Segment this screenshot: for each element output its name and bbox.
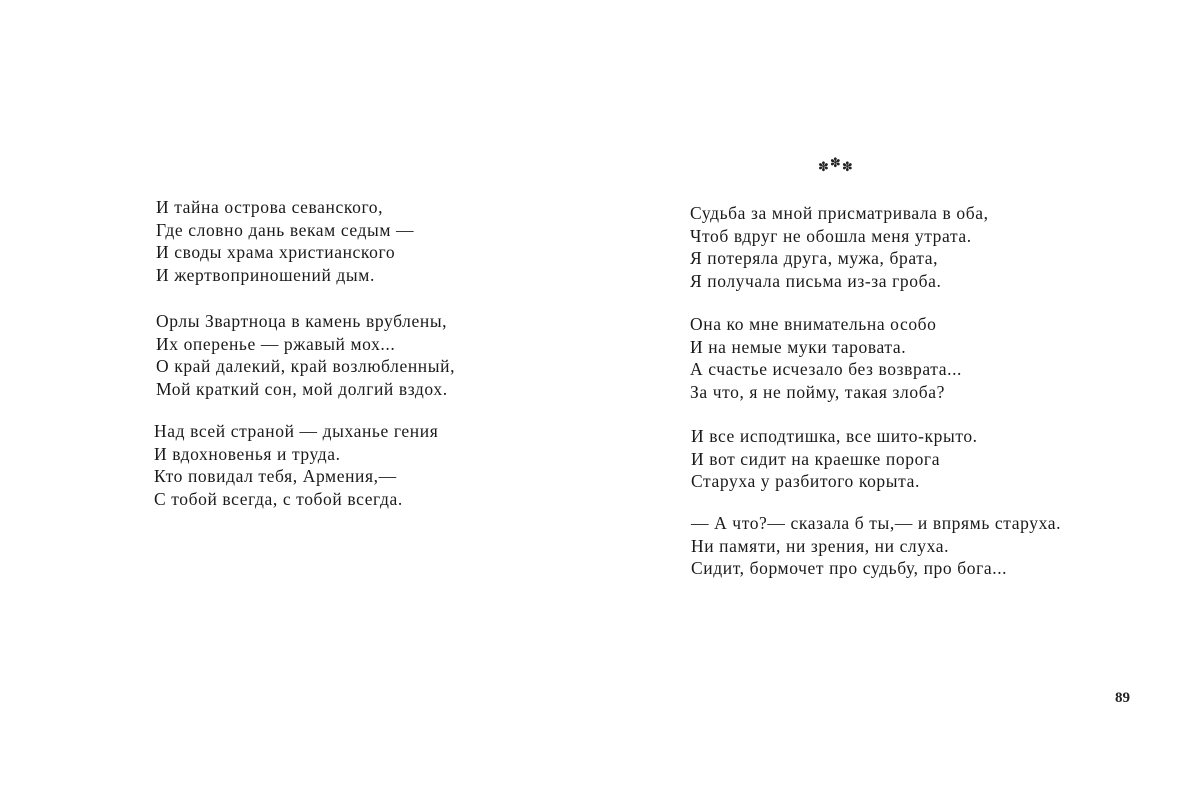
asterism-ornament-icon xyxy=(818,155,854,174)
poem-line: О край далекий, край возлюбленный, xyxy=(156,356,456,376)
right-stanza-3 xyxy=(691,425,978,493)
poem-line: И вот сидит на краешке порога xyxy=(691,448,941,469)
right-page xyxy=(598,0,1197,800)
poem-line: Я получала письма из-за гроба. xyxy=(690,270,942,291)
poem-line: Ни памяти, ни зрения, ни слуха. xyxy=(691,535,950,556)
poem-line: Сидит, бормочет про судьбу, про бога... xyxy=(691,558,1008,578)
poem-line: — А что?— сказала б ты,— и впрямь старуха. xyxy=(691,513,1062,533)
left-page xyxy=(0,0,598,800)
left-stanza-3 xyxy=(154,420,438,510)
flower-icon: ✽ xyxy=(829,155,842,170)
poem-line: Орлы Звартноца в камень врублены, xyxy=(156,311,448,331)
poem-line: Кто повидал тебя, Армения,— xyxy=(154,466,397,486)
poem-line: Чтоб вдруг не обошла меня утрата. xyxy=(690,225,972,246)
poem-line: Я потеряла друга, мужа, брата, xyxy=(690,248,939,268)
poem-line: Она ко мне внимательна особо xyxy=(690,314,937,334)
flower-icon: ✽ xyxy=(818,159,830,174)
poem-line: За что, я не пойму, такая злоба? xyxy=(690,381,945,402)
poem-line: Где словно дань векам седым — xyxy=(156,219,415,240)
left-stanza-2 xyxy=(156,310,455,400)
poem-line: И все исподтишка, все шито-крыто. xyxy=(691,426,978,446)
poem-line: Старуха у разбитого корыта. xyxy=(691,471,920,491)
right-stanza-4 xyxy=(691,512,1061,580)
poem-line: И вдохновенья и труда. xyxy=(154,443,341,464)
poem-line: И на немые муки таровата. xyxy=(690,336,907,357)
right-stanza-2 xyxy=(690,313,962,403)
poem-line: С тобой всегда, с тобой всегда. xyxy=(154,488,403,509)
right-stanza-1 xyxy=(690,202,989,292)
poem-line: Их оперенье — ржавый мох... xyxy=(156,333,396,354)
poem-line: Судьба за мной присматривала в оба, xyxy=(690,203,989,223)
poem-line: Над всей страной — дыханье гения xyxy=(154,421,439,441)
poem-line: И своды храма христианского xyxy=(156,242,396,262)
flower-icon: ✽ xyxy=(841,159,854,174)
left-stanza-1 xyxy=(156,196,414,286)
poem-line: И жертвоприношений дым. xyxy=(156,264,375,285)
page-number: 89 xyxy=(1115,690,1130,706)
poem-line: А счастье исчезало без возврата... xyxy=(690,359,963,379)
poem-line: И тайна острова севанского, xyxy=(156,197,384,217)
poem-line: Мой краткий сон, мой долгий вздох. xyxy=(156,378,448,399)
